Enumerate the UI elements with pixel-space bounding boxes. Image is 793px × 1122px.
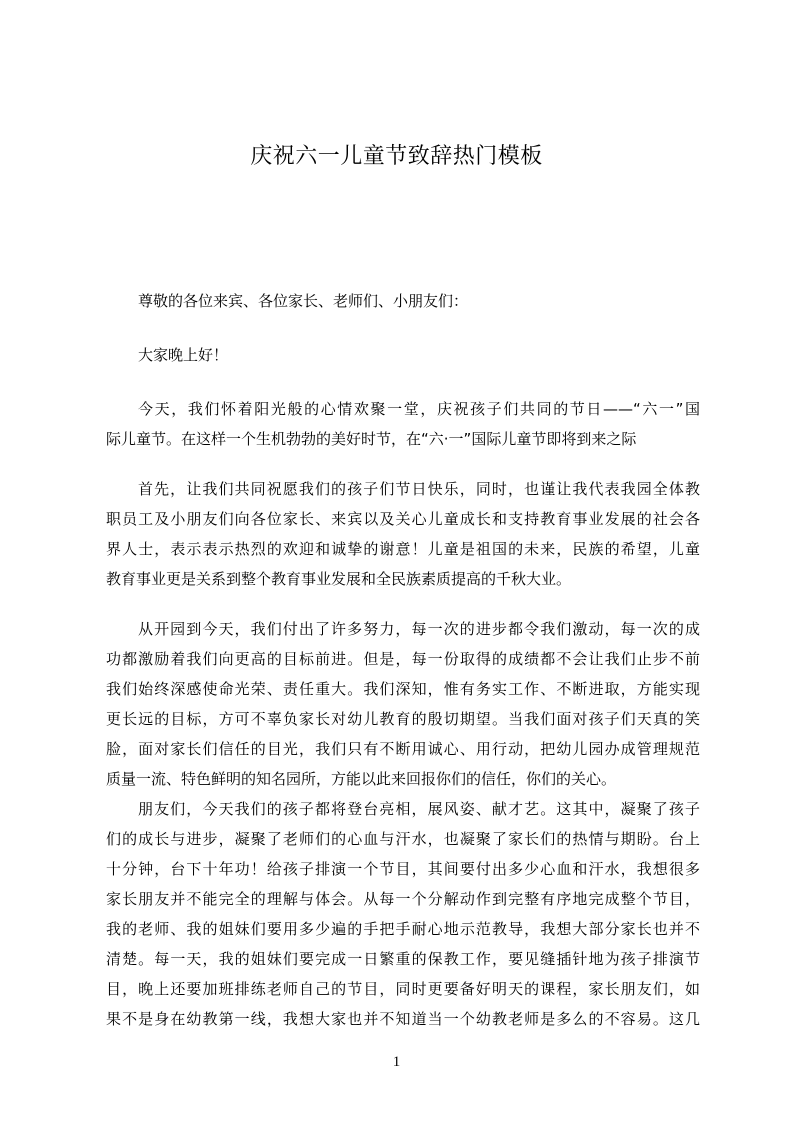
greeting-paragraph xyxy=(106,340,700,370)
paragraph-line: 十分钟，台下十年功！给孩子排演一个节目，其间要付出多少心血和汗水，我想很多 xyxy=(106,860,700,878)
greeting-line: 大家晚上好！ xyxy=(138,346,229,364)
paragraph-line: 质量一流、特色鲜明的知名园所，方能以此来回报你们的信任，你们的关心。 xyxy=(106,770,617,788)
paragraph-line: 朋友们，今天我们的孩子都将登台亮相，展风姿、献才艺。这其中，凝聚了孩子 xyxy=(138,800,700,818)
salutation-paragraph xyxy=(106,286,700,316)
paragraph-line: 今天，我们怀着阳光般的心情欢聚一堂，庆祝孩子们共同的节日——“六一”国 xyxy=(138,400,700,418)
paragraph-line: 功都激励着我们向更高的目标前进。但是，每一份取得的成绩都不会让我们止步不前 xyxy=(106,650,700,668)
paragraph-1 xyxy=(106,394,700,454)
page-number: 1 xyxy=(392,1054,401,1070)
paragraph-line: 界人士，表示表示热烈的欢迎和诚挚的谢意！儿童是祖国的未来，民族的希望，儿童 xyxy=(106,540,700,558)
paragraph-line: 们的成长与进步，凝聚了老师们的心血与汗水，也凝聚了家长们的热情与期盼。台上 xyxy=(106,830,700,848)
document-title: 庆祝六一儿童节致辞热门模板 xyxy=(250,144,543,169)
salutation-line: 尊敬的各位来宾、各位家长、老师们、小朋友们： xyxy=(138,292,469,310)
paragraph-line: 目，晚上还要加班排练老师自己的节目，同时更要备好明天的课程，家长朋友们，如 xyxy=(106,980,700,998)
paragraph-line: 果不是身在幼教第一线，我想大家也并不知道当一个幼教老师是多么的不容易。这几 xyxy=(106,1010,700,1028)
paragraph-2 xyxy=(106,474,700,594)
paragraph-line: 我的老师、我的姐妹们要用多少遍的手把手耐心地示范教导，我想大部分家长也并不 xyxy=(106,920,700,938)
paragraph-4 xyxy=(106,794,700,1034)
paragraph-line: 首先，让我们共同祝愿我们的孩子们节日快乐，同时，也谨让我代表我园全体教 xyxy=(138,480,700,498)
paragraph-line: 脸，面对家长们信任的目光，我们只有不断用诚心、用行动，把幼儿园办成管理规范 xyxy=(106,740,700,758)
paragraph-line: 更长远的目标，方可不辜负家长对幼儿教育的殷切期望。当我们面对孩子们天真的笑 xyxy=(106,710,700,728)
paragraph-line: 家长朋友并不能完全的理解与体会。从每一个分解动作到完整有序地完成整个节目， xyxy=(106,890,700,908)
paragraph-3 xyxy=(106,614,700,794)
paragraph-line: 职员工及小朋友们向各位家长、来宾以及关心儿童成长和支持教育事业发展的社会各 xyxy=(106,510,700,528)
paragraph-line: 教育事业更是关系到整个教育事业发展和全民族素质提高的千秋大业。 xyxy=(106,570,572,588)
paragraph-line: 清楚。每一天，我的姐妹们要完成一日繁重的保教工作，要见缝插针地为孩子排演节 xyxy=(106,950,700,968)
paragraph-line: 从开园到今天，我们付出了许多努力，每一次的进步都令我们激动，每一次的成 xyxy=(138,620,700,638)
paragraph-line: 我们始终深感使命光荣、责任重大。我们深知，惟有务实工作、不断进取，方能实现 xyxy=(106,680,700,698)
paragraph-line: 际儿童节。在这样一个生机勃勃的美好时节，在“六·一”国际儿童节即将到来之际 xyxy=(106,430,637,448)
